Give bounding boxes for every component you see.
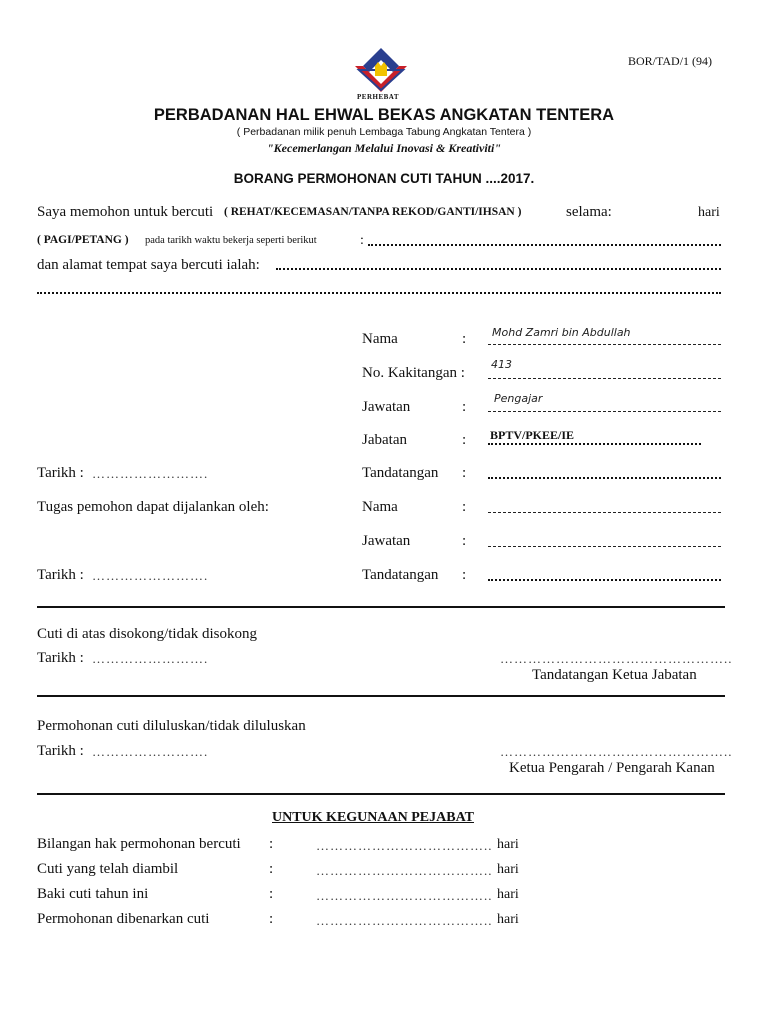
- approval-text: Permohonan cuti diluluskan/tidak diluluskan: [37, 718, 306, 734]
- org-name: PERBADANAN HAL EHWAL BEKAS ANGKATAN TENTERA: [153, 106, 615, 124]
- replacement-date-field[interactable]: …………………….: [92, 568, 209, 583]
- applicant-date-field[interactable]: …………………….: [92, 466, 209, 481]
- jabatan-label: Jabatan: [362, 432, 407, 448]
- office-row-colon: :: [269, 886, 274, 902]
- support-sign-field[interactable]: …………………………………………..: [500, 651, 733, 666]
- nama-value: Mohd Zamri bin Abdullah: [492, 326, 631, 339]
- office-row-colon: :: [269, 861, 274, 877]
- approval-sign-caption: Ketua Pengarah / Pengarah Kanan: [509, 760, 715, 776]
- nama-field[interactable]: [488, 344, 721, 345]
- replacement-sign-field[interactable]: [488, 579, 721, 581]
- office-row-label: Cuti yang telah diambil: [37, 861, 179, 877]
- replacement-sign-label: Tandatangan: [362, 567, 439, 583]
- org-subtitle: ( Perbadanan milik penuh Lembaga Tabung Angkatan Tentera ): [236, 126, 532, 138]
- staff-no-label: No. Kakitangan :: [362, 365, 465, 381]
- office-row-unit: hari: [497, 837, 519, 852]
- office-row-field[interactable]: ………………………………..: [316, 863, 493, 878]
- jawatan-colon: :: [462, 399, 467, 415]
- approval-date-field[interactable]: …………………….: [92, 744, 209, 759]
- form-title: BORANG PERMOHONAN CUTI TAHUN ....2017.: [233, 171, 535, 186]
- support-text: Cuti di atas disokong/tidak disokong: [37, 626, 257, 642]
- days-unit: hari: [698, 205, 720, 220]
- nama-colon: :: [462, 331, 467, 347]
- divider-3: [37, 793, 725, 795]
- slogan: "Kecemerlangan Melalui Inovasi & Kreativiti": [267, 141, 501, 155]
- office-row-unit: hari: [497, 912, 519, 927]
- office-row-colon: :: [269, 911, 274, 927]
- nama-label: Nama: [362, 331, 398, 347]
- support-date-field[interactable]: …………………….: [92, 651, 209, 666]
- office-row-label: Baki cuti tahun ini: [37, 886, 149, 902]
- office-row-unit: hari: [497, 862, 519, 877]
- staff-no-value: 413: [491, 358, 512, 371]
- staff-no-field[interactable]: [488, 378, 721, 379]
- dates-colon: :: [360, 233, 364, 248]
- replacement-sign-colon: :: [462, 567, 467, 583]
- applicant-sign-field[interactable]: [488, 477, 721, 479]
- applicant-date-label: Tarikh :: [37, 465, 84, 481]
- perhebat-logo-icon: [349, 44, 413, 92]
- jabatan-field[interactable]: [488, 443, 701, 445]
- office-row-field[interactable]: ………………………………..: [316, 838, 493, 853]
- leave-type-options: ( REHAT/KECEMASAN/TANPA REKOD/GANTI/IHSAN ): [224, 206, 522, 218]
- logo-caption: PERHEBAT: [357, 93, 399, 101]
- jabatan-colon: :: [462, 432, 467, 448]
- office-use-title: UNTUK KEGUNAAN PEJABAT: [272, 810, 474, 825]
- office-row-field[interactable]: ………………………………..: [316, 913, 493, 928]
- office-row-colon: :: [269, 836, 274, 852]
- session-options: ( PAGI/PETANG ): [37, 234, 129, 246]
- office-row-label: Bilangan hak permohonan bercuti: [37, 836, 241, 852]
- applicant-sign-label: Tandatangan: [362, 465, 439, 481]
- replacement-jawatan-field[interactable]: [488, 546, 721, 547]
- divider-1: [37, 606, 725, 608]
- dates-text: pada tarikh waktu bekerja seperti berikut: [145, 235, 317, 246]
- replacement-label: Tugas pemohon dapat dijalankan oleh:: [37, 499, 269, 515]
- office-row-label: Permohonan dibenarkan cuti: [37, 911, 210, 927]
- support-date-label: Tarikh :: [37, 650, 84, 666]
- replacement-nama-label: Nama: [362, 499, 398, 515]
- replacement-nama-colon: :: [462, 499, 467, 515]
- office-row-field[interactable]: ………………………………..: [316, 888, 493, 903]
- address-field-2[interactable]: [37, 292, 721, 294]
- support-sign-caption: Tandatangan Ketua Jabatan: [532, 667, 697, 683]
- jawatan-value: Pengajar: [494, 392, 543, 405]
- duration-label: selama:: [566, 204, 612, 220]
- address-label: dan alamat tempat saya bercuti ialah:: [37, 257, 260, 273]
- address-field-1[interactable]: [276, 268, 721, 270]
- approval-date-label: Tarikh :: [37, 743, 84, 759]
- replacement-nama-field[interactable]: [488, 512, 721, 513]
- intro-line1-text: Saya memohon untuk bercuti: [37, 204, 214, 220]
- dates-field[interactable]: [368, 244, 721, 246]
- jawatan-field[interactable]: [488, 411, 721, 412]
- replacement-jawatan-label: Jawatan: [362, 533, 411, 549]
- form-code: BOR/TAD/1 (94): [628, 54, 713, 68]
- replacement-date-label: Tarikh :: [37, 567, 84, 583]
- jawatan-label: Jawatan: [362, 399, 411, 415]
- approval-sign-field[interactable]: …………………………………………..: [500, 744, 733, 759]
- jabatan-value: BPTV/PKEE/IE: [490, 428, 575, 442]
- divider-2: [37, 695, 725, 697]
- replacement-jawatan-colon: :: [462, 533, 467, 549]
- applicant-sign-colon: :: [462, 465, 467, 481]
- office-row-unit: hari: [497, 887, 519, 902]
